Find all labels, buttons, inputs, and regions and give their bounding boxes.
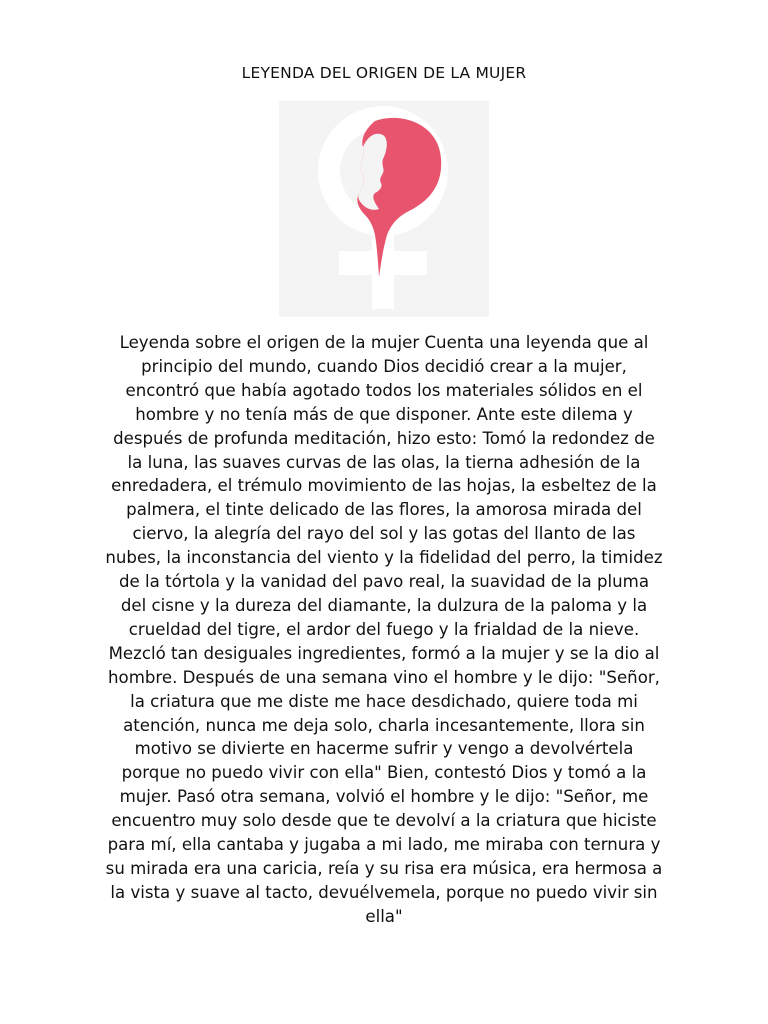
female-symbol-illustration bbox=[279, 101, 489, 317]
legend-body-text: Leyenda sobre el origen de la mujer Cuenta una leyenda que al principio del mundo, cuando Dios decidió crear a la mujer, encontró que había agotado todos los materiales sólidos en el hombre y no tenía más de que disponer. Ante este dilema y después de profunda meditación, hizo esto: Tomó la redondez de la luna, las suaves curvas de las olas, la tierna adhesión de la enredadera, el trémulo movimiento de las hojas, la esbeltez de la palmera, el tinte delicado de las flores, la amorosa mirada del ciervo, la alegría del rayo del sol y las gotas del llanto de las nubes, la inconstancia del viento y la fidelidad del perro, la timidez de la tórtola y la vanidad del pavo real, la suavidad de la pluma del cisne y la dureza del diamante, la dulzura de la paloma y la crueldad del tigre, el ardor del fuego y la frialdad de la nieve. Mezcló tan desiguales ingredientes, formó a la mujer y se la dio al hombre. Después de una semana vino el hombre y le dijo: "Señor, la criatura que me diste me hace desdichado, quiere toda mi atención, nunca me deja solo, charla incesantemente, llora sin motivo se divierte en hacerme sufrir y vengo a devolvértela porque no puedo vivir con ella" Bien, contestó Dios y tomó a la mujer. Pasó otra semana, volvió el hombre y le dijo: "Señor, me encuentro muy solo desde que te devolví a la criatura que hiciste para mí, ella cantaba y jugaba a mi lado, me miraba con ternura y su mirada era una caricia, reía y su risa era música, era hermosa a la vista y suave al tacto, devuélvemela, porque no puedo vivir sin ella" bbox=[105, 333, 663, 926]
page-title: LEYENDA DEL ORIGEN DE LA MUJER bbox=[241, 64, 527, 82]
woman-silhouette-female-symbol-icon bbox=[279, 101, 489, 317]
symbol-crossbar bbox=[339, 251, 427, 275]
